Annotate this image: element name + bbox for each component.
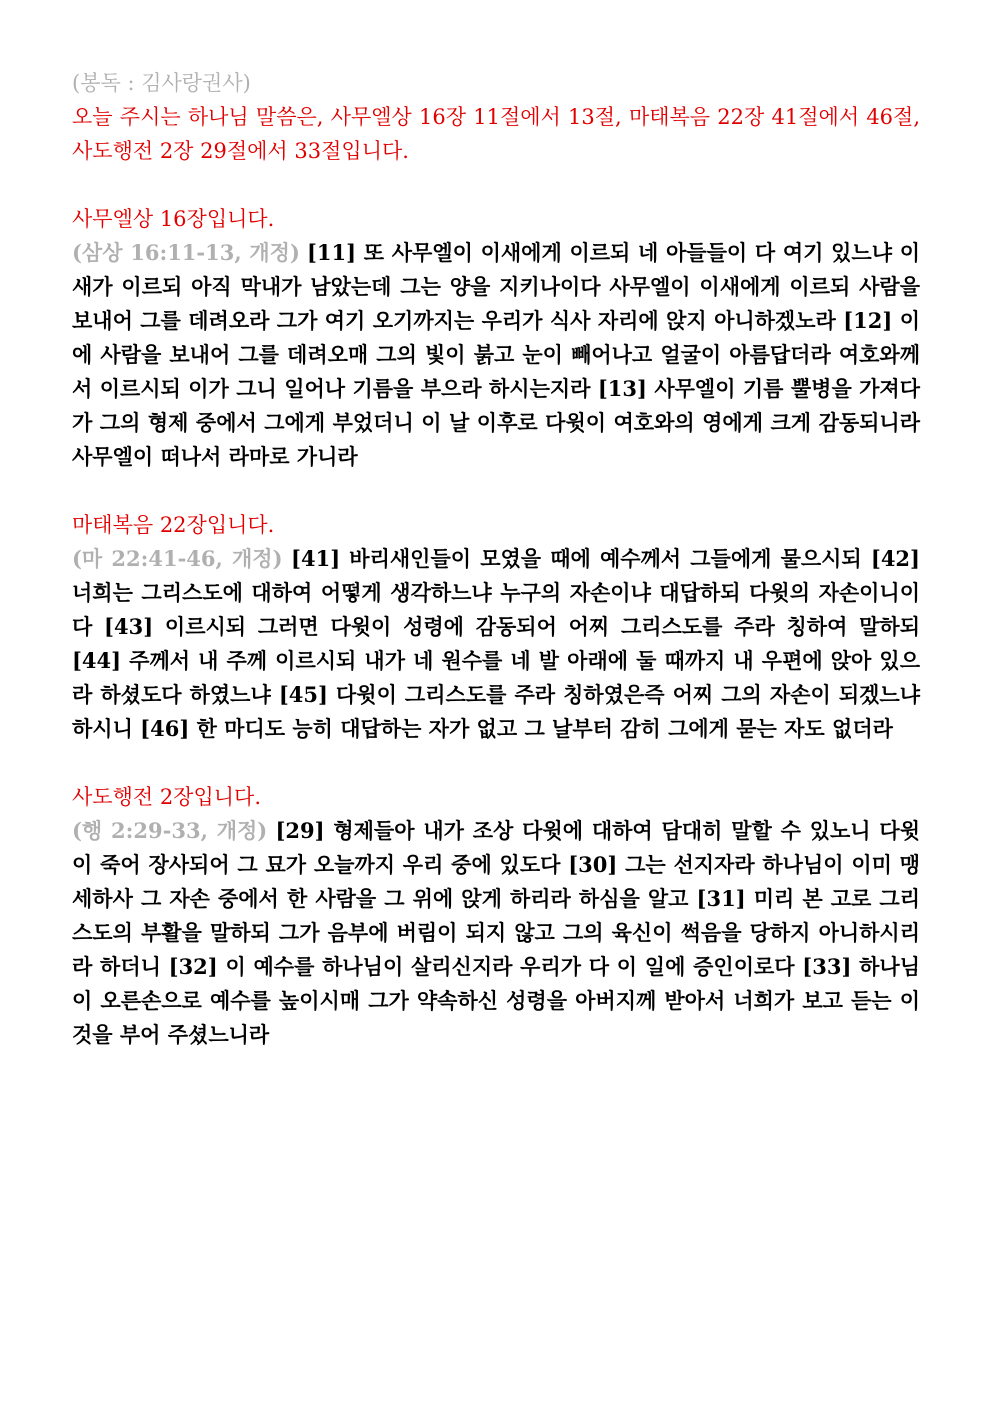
verses-acts: [29] 형제들아 내가 조상 다윗에 대하여 담대히 말할 수 있노니 다윗이 죽어 장사되어 그 묘가 오늘까지 우리 중에 있도다 [30] 그는 선지자라 하나님이 이미 맹세하사 그 자손 중에서 한 사람을 그 위에 앉게 하리라 하심을 알고 [31] 미리 본 고로 그리스도의 부활을 말하되 그가 음부에 버림이 되지 않고 그의 육신이 썩음을 당하지 아니하시리라 하더니 [32] 이 예수를 하나님이 살리신지라 우리가 다 이 일에 증인이로다 [33] 하나님이 오른손으로 예수를 높이시매 그가 약속하신 성령을 아버지께 받아서 너희가 보고 듣는 이것을 부어 주셨느니라 [72, 818, 920, 1047]
passage-matthew [72, 542, 920, 746]
passage-samuel [72, 236, 920, 474]
reference-matthew: (마 22:41-46, 개정) [72, 546, 283, 571]
section-gap [72, 746, 920, 780]
section-heading-samuel: 사무엘상 16장입니다. [72, 207, 275, 231]
reference-samuel: (삼상 16:11-13, 개정) [72, 240, 300, 265]
reference-acts: (행 2:29-33, 개정) [72, 818, 268, 843]
section-heading-acts: 사도행전 2장입니다. [72, 785, 261, 809]
section-gap [72, 474, 920, 508]
reader-credit: (봉독 : 김사랑권사) [72, 71, 251, 95]
document-page [72, 66, 920, 1052]
verses-samuel: [11] 또 사무엘이 이새에게 이르되 네 아들들이 다 여기 있느냐 이새가 이르되 아직 막내가 남았는데 그는 양을 지키나이다 사무엘이 이새에게 이르되 사람을 보내어 그를 데려오라 그가 여기 오기까지는 우리가 식사 자리에 앉지 아니하겠노라 [12] 이에 사람을 보내어 그를 데려오매 그의 빛이 붉고 눈이 빼어나고 얼굴이 아름답더라 여호와께서 이르시되 이가 그니 일어나 기름을 부으라 하시는지라 [13] 사무엘이 기름 뿔병을 가져다가 그의 형제 중에서 그에게 부었더니 이 날 이후로 다윗이 여호와의 영에게 크게 감동되니라 사무엘이 떠나서 라마로 가니라 [72, 240, 920, 469]
passage-acts [72, 814, 920, 1052]
section-gap [72, 168, 920, 202]
intro-text: 오늘 주시는 하나님 말씀은, 사무엘상 16장 11절에서 13절, 마태복음 22장 41절에서 46절, 사도행전 2장 29절에서 33절입니다. [72, 105, 920, 163]
verses-matthew: [41] 바리새인들이 모였을 때에 예수께서 그들에게 물으시되 [42] 너희는 그리스도에 대하여 어떻게 생각하느냐 누구의 자손이냐 대답하되 다윗의 자손이니이다 [43] 이르시되 그러면 다윗이 성령에 감동되어 어찌 그리스도를 주라 칭하여 말하되 [44] 주께서 내 주께 이르시되 내가 네 원수를 네 발 아래에 둘 때까지 내 우편에 앉아 있으라 하셨도다 하였느냐 [45] 다윗이 그리스도를 주라 칭하였은즉 어찌 그의 자손이 되겠느냐 하시니 [46] 한 마디도 능히 대답하는 자가 없고 그 날부터 감히 그에게 묻는 자도 없더라 [72, 546, 920, 741]
section-heading-matthew: 마태복음 22장입니다. [72, 513, 275, 537]
